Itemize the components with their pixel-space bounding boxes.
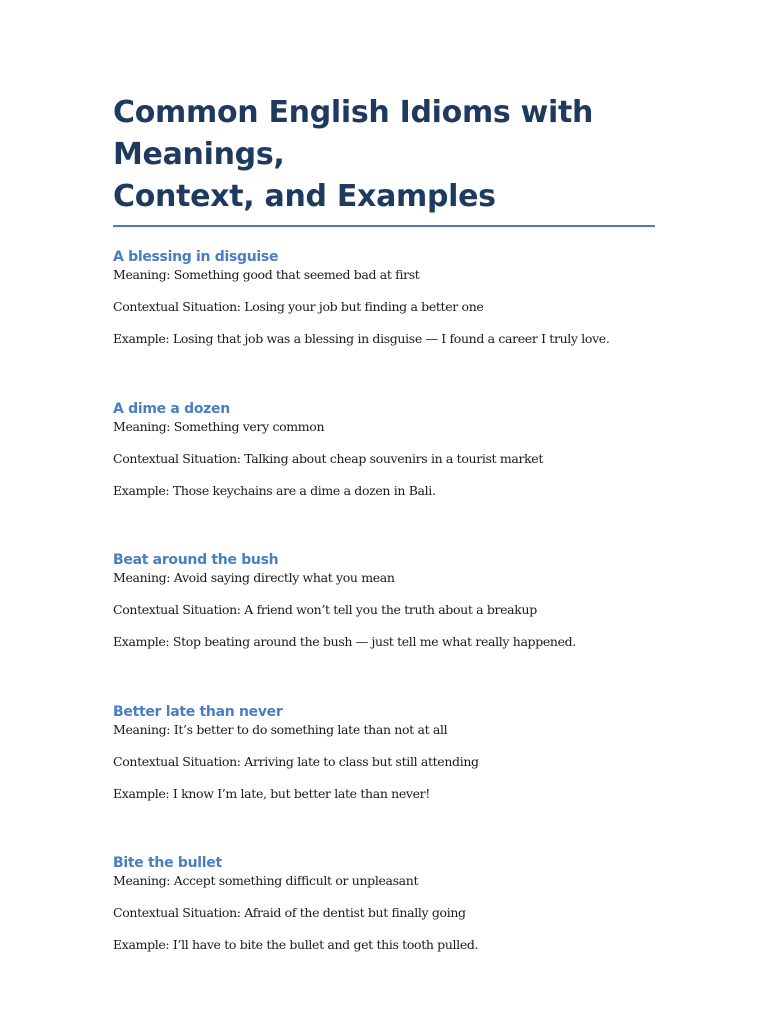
idiom-example: Example: I know I’m late, but better late than never! [113,785,430,801]
title-divider [113,225,655,227]
idiom-example: Example: Those keychains are a dime a dozen in Bali. [113,482,436,498]
idiom-heading: Bite the bullet [113,855,222,871]
idiom-heading: Better late than never [113,703,283,720]
page-title-line-2: Context, and Examples [113,179,496,214]
idiom-context: Contextual Situation: Arriving late to class but still attending [113,753,479,769]
idiom-example: Example: I’ll have to bite the bullet and get this tooth pulled. [113,937,479,952]
idiom-context: Contextual Situation: Losing your job but finding a better one [113,299,484,314]
idiom-context: Contextual Situation: Talking about cheap souvenirs in a tourist market [113,450,544,466]
idiom-context: Contextual Situation: Afraid of the dentist but finally going [113,905,466,920]
idiom-meaning: Meaning: Something very common [113,418,325,434]
idiom-entry [113,400,655,552]
idiom-example: Example: Stop beating around the bush — just tell me what really happened. [113,634,576,649]
page-title-line-1: Common English Idioms with Meanings, [113,95,594,172]
idiom-entry [113,854,655,1006]
idiom-entry [113,551,655,703]
idiom-heading: A dime a dozen [113,400,230,417]
idiom-context: Contextual Situation: A friend won’t tell you the truth about a breakup [113,602,537,617]
idiom-entry [113,248,655,400]
idiom-list [113,248,655,1006]
idiom-heading: Beat around the bush [113,552,279,568]
idiom-meaning: Meaning: Accept something difficult or unpleasant [113,873,419,888]
idiom-example: Example: Losing that job was a blessing in disguise — I found a career I truly love. [113,331,610,346]
page-title [113,92,655,218]
idiom-meaning: Meaning: Something good that seemed bad at first [113,267,420,282]
idiom-entry [113,703,655,855]
idiom-meaning: Meaning: Avoid saying directly what you mean [113,570,395,585]
idiom-heading: A blessing in disguise [113,249,279,265]
idiom-meaning: Meaning: It’s better to do something late than not at all [113,721,448,737]
document-page [113,92,655,1006]
